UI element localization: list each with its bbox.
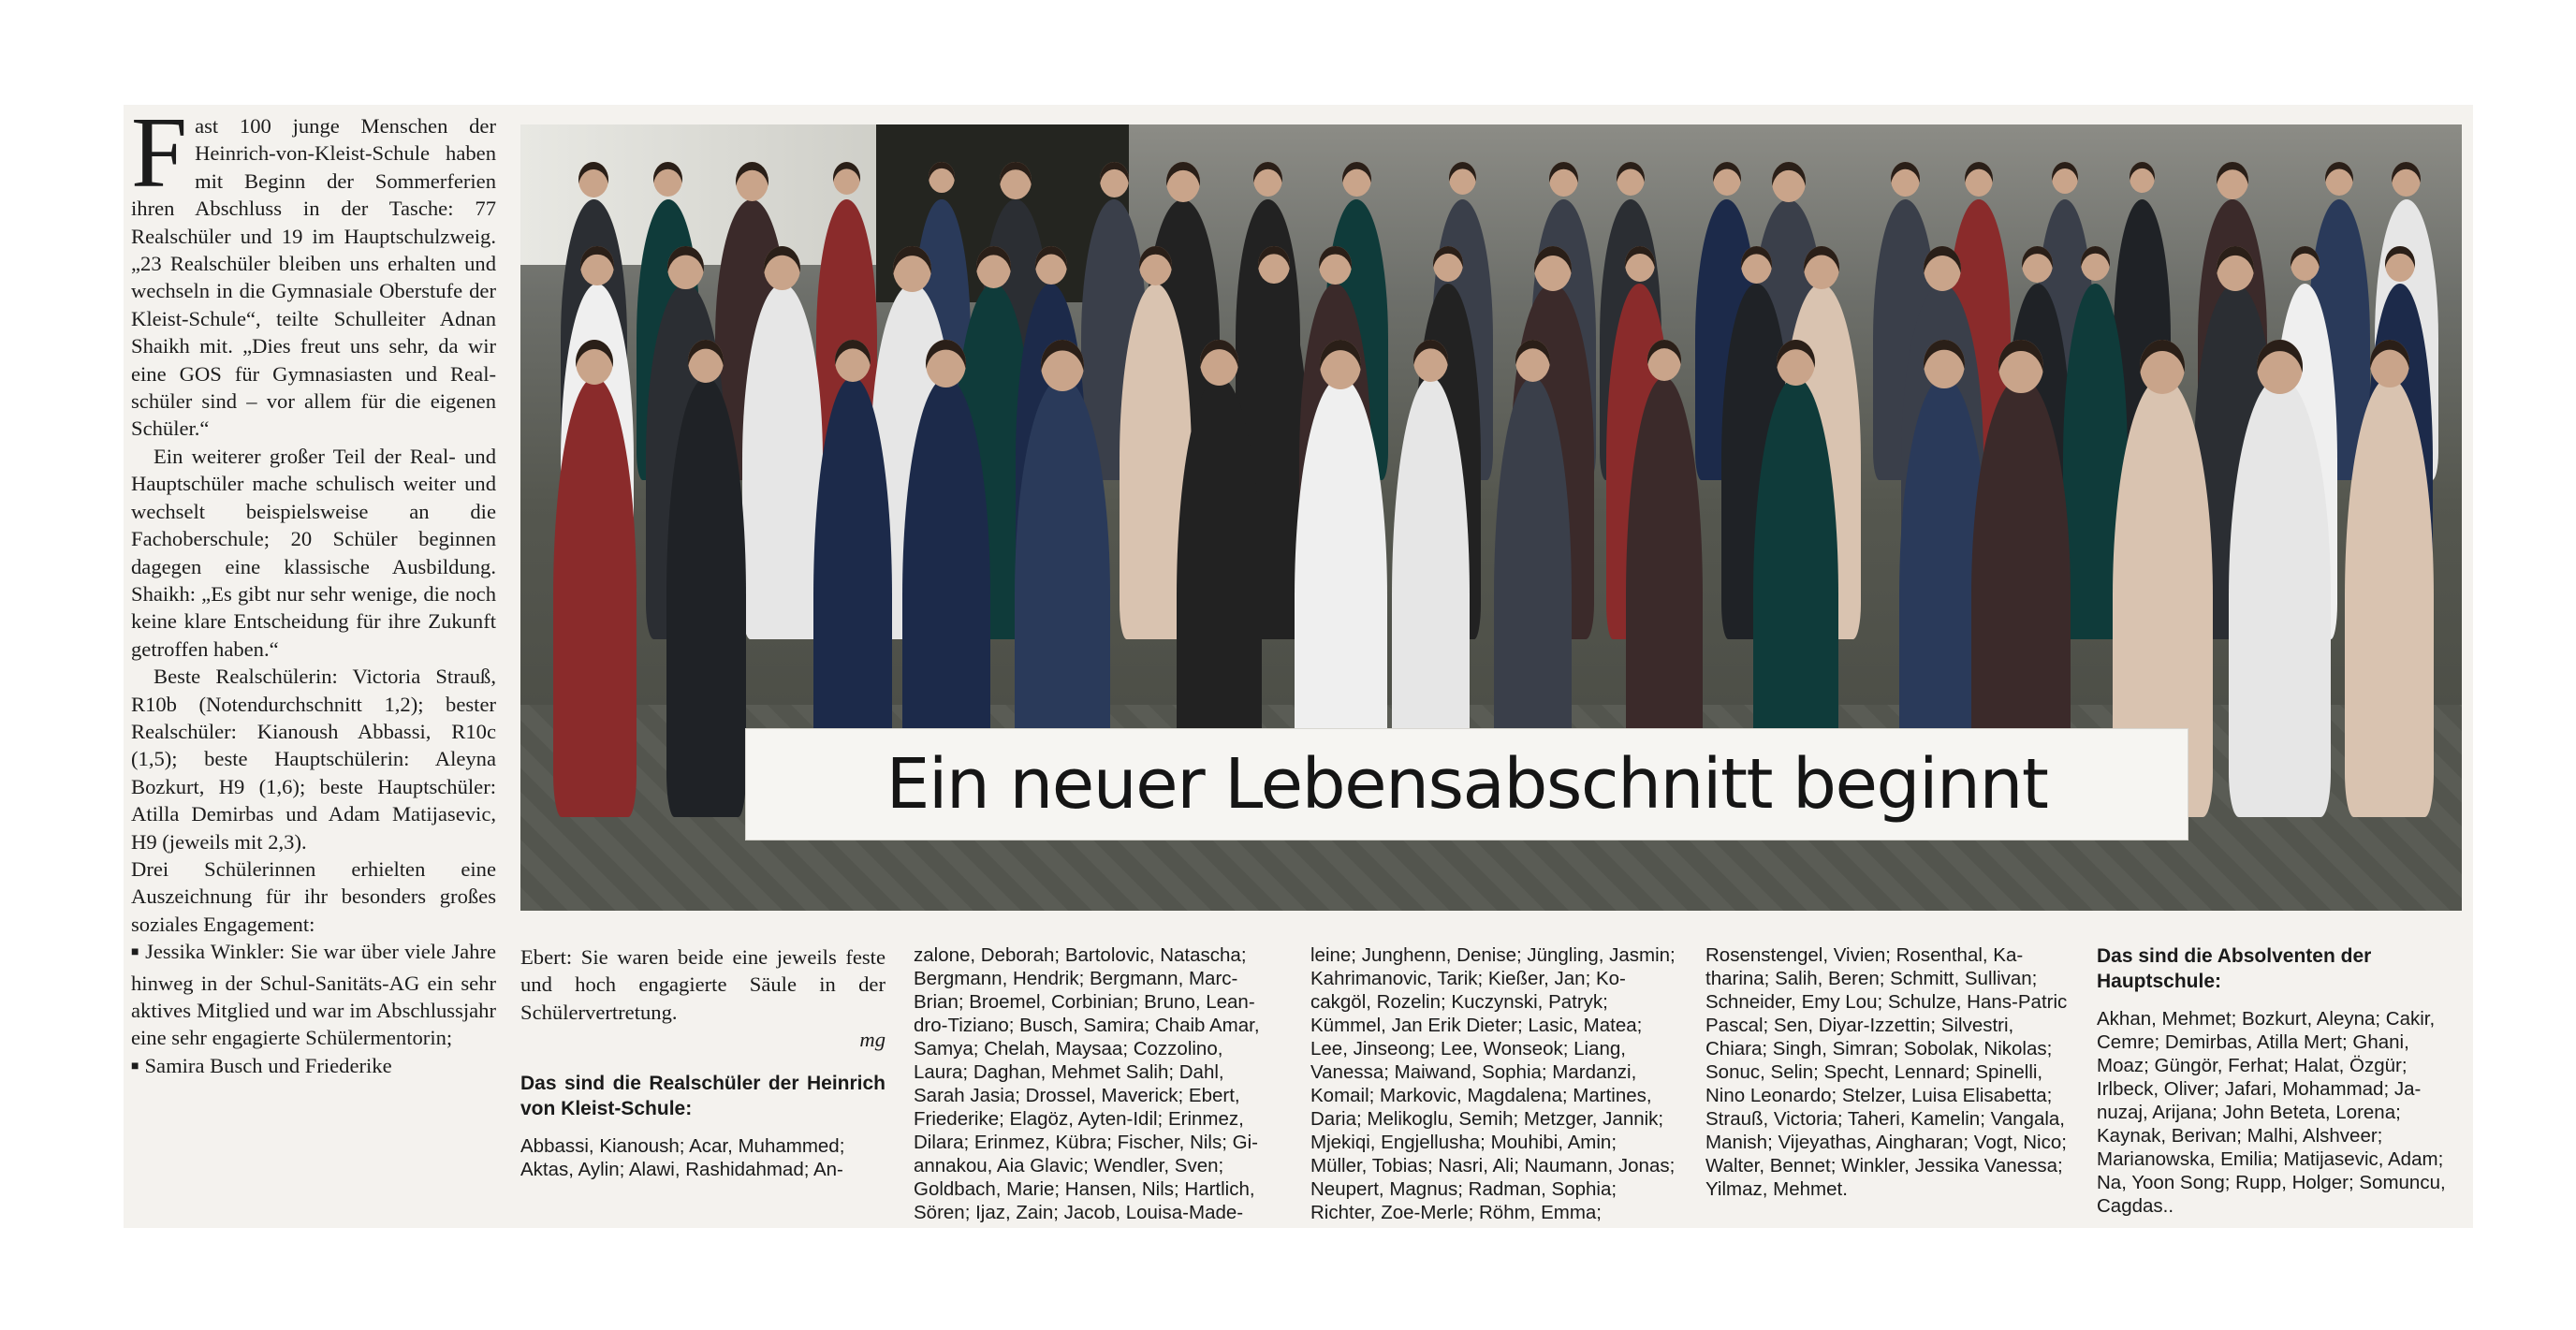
realschule-list-part2: zalone, Deborah; Bartolovic, Natascha; Bergmann, Hendrik; Bergmann, Marc-Brian; Broemel, Corbinian; Bruno, Leandro-Tiziano; Busch, Samira; Chaib Amar, Samya; Chelah, Maysaa; Cozzolino, Laura; Daghan, Mehmet Salih; Dahl, Sarah Jasia; Drossel, Maverick; Ebert, Friederike; Elagöz, Ayten-Idil; Erinmez, Dilara; Erinmez, Kübra; Fischer, Nils; Giannakou, Aia Glavic; Wendler, Sven; Goldbach, Marie; Hansen, Nils; Hartlich, Sören; Ijaz, Zain; Jacob, Louisa-Made- bbox=[914, 944, 1260, 1223]
person-head bbox=[1549, 162, 1578, 197]
person-head bbox=[1965, 162, 1994, 197]
hauptschule-block bbox=[2097, 943, 2462, 1218]
person-head bbox=[835, 340, 870, 382]
person-head bbox=[976, 246, 1012, 288]
drop-cap: F bbox=[131, 97, 188, 209]
person-head bbox=[764, 246, 800, 290]
person-head bbox=[1100, 162, 1129, 197]
person-head bbox=[2052, 162, 2078, 194]
person-head bbox=[667, 246, 704, 289]
person-head bbox=[1342, 162, 1371, 197]
person-head bbox=[2217, 246, 2254, 291]
person-figure bbox=[742, 284, 823, 639]
realschule-list-part3: leine; Junghenn, Denise; Jüngling, Jasmin; Kahrimanovic, Tarik; Kießer, Jan; Kocakgöl, Rozelin; Kuczynski, Patryk; Kümmel, Jan Erik Dieter; Lasic, Matea; Lee, Jinseong; Lee, Wonseok; Liang, Vanessa; Maiwand, Sophia; Mardanzi, Komail; Markovic, Magdalena; Martines, Daria; Melikoglu, Semih; Metzger, Jannik; Mjekiqi, Engjellusha; Mouhibi, Amin; Müller, Tobias; Nasri, Ali; Naumann, Jonas; Neupert, Magnus; Radman, Sophia; Richter, Zoe-Merle; Röhm, Emma; bbox=[1310, 944, 1676, 1223]
person-head bbox=[2022, 246, 2052, 283]
person-head bbox=[2217, 162, 2247, 199]
person-head bbox=[1000, 162, 1031, 199]
realschule-list-part1: Abbassi, Kianoush; Acar, Muhammed; Aktas, Aylin; Alawi, Rashidahmad; An- bbox=[520, 1134, 845, 1180]
person-head bbox=[1433, 246, 1463, 282]
lead-paragraph: Fast 100 junge Menschen der Heinrich-von-Kleist-Schule haben mit Beginn der Sommerferien ihren Abschluss in der Tasche: 77 Realschüler und 19 im Hauptschulzweig. „23 Realschüler bleiben uns erhalten und wechseln in die Gymnasiale Oberstufe der Kleist-Schule“, teilte Schulleiter Adnan Shaikh mit. „Dies freut uns sehr, da wir eine GOS für Gymnasiasten und Realschüler sind – vor allem für die eigenen Schüler.“ bbox=[131, 97, 496, 441]
person-head bbox=[2257, 340, 2303, 394]
person-head bbox=[2392, 162, 2421, 197]
person-head bbox=[1166, 162, 1200, 202]
article-continuation bbox=[520, 943, 886, 1181]
person-head bbox=[1617, 162, 1645, 196]
article-paragraph: Ein weiterer großer Teil der Real- und Hauptschüler mache schulisch weiter und wechselt beispielsweise an die Fachoberschule; 20 Schüler beginnen dagegen eine klassische Ausbildung. Shaikh: „Es gibt nur sehr wenige, die noch keine klare Entscheidung für ihre Zukunft getroffen haben.“ bbox=[131, 444, 496, 661]
person-head bbox=[2140, 340, 2185, 394]
person-head bbox=[1035, 246, 1067, 285]
photo-caption: Ein neuer Lebensabschnitt beginnt bbox=[886, 744, 2048, 825]
photo-caption-banner bbox=[745, 728, 2188, 840]
person-head bbox=[1319, 246, 1351, 285]
person-head bbox=[1891, 162, 1920, 197]
person-head bbox=[1253, 162, 1282, 197]
person-head bbox=[1924, 340, 1964, 388]
person-head bbox=[2325, 162, 2353, 196]
person-head bbox=[736, 162, 768, 201]
person-head bbox=[2385, 246, 2414, 282]
person-head bbox=[1777, 340, 1815, 386]
person-head bbox=[929, 162, 954, 193]
article-paragraph: Beste Realschülerin: Victoria Strauß, R10b (Notendurchschnitt 1,2); bester Realschüler: Kianoush Abbassi, R10c (1,5); beste Hauptschülerin: Aleyna Bozkurt, H9 (1,6); beste Hauptschüler: Atilla Demirbas und Adam Matijasevic, H9 (jeweils mit 2,3). bbox=[131, 665, 496, 854]
person-head bbox=[1413, 340, 1448, 382]
person-head bbox=[1625, 246, 1655, 282]
realschule-heading: Das sind die Realschüler der Heinrich von Kleist-Schule: bbox=[520, 1072, 886, 1119]
realschule-list-part4: Rosenstengel, Vivien; Rosenthal, Katharina; Salih, Beren; Schmitt, Sullivan; Schneider, Emy Lou; Schulze, Hans-Patric Pascal; Sen, Diyar-Izzettin; Silvestri, Chiara; Singh, Simran; Sobolak, Nikolas; Sonuc, Selin; Specht, Lennard; Spinelli, Nino Leonardo; Stelzer, Luisa Elisabetta; Strauß, Victoria; Taheri, Kamelin; Vangala, Manish; Vijeyathas, Aingharan; Vogt, Nico; Walter, Bennet; Winkler, Jessika Vanessa; Yilmaz, Mehmet. bbox=[1705, 944, 2068, 1200]
hauptschule-list: Akhan, Mehmet; Bozkurt, Aleyna; Cakir, Cemre; Demirbas, Atilla Mert; Ghani, Moaz; Güngör, Ferhat; Halat, Özgür; Irlbeck, Oliver; Jafari, Mohammad; Januzaj, Arijana; John Beteta, Lorena; Kaynak, Berivan; Malhi, Alshveer; Marianowska, Emilia; Matijasevic, Adam; Na, Yoon Song; Rupp, Holger; Somuncu, Cagdas.. bbox=[2097, 1008, 2446, 1217]
person-head bbox=[1804, 246, 1839, 289]
person-head bbox=[2130, 162, 2156, 193]
person-head bbox=[1515, 340, 1550, 382]
person-head bbox=[2370, 340, 2410, 387]
person-head bbox=[2081, 246, 2110, 281]
person-head bbox=[926, 340, 965, 387]
person-figure bbox=[553, 377, 637, 817]
person-head bbox=[1713, 162, 1741, 196]
person-figure bbox=[2345, 377, 2434, 817]
person-head bbox=[1139, 246, 1172, 285]
person-figure bbox=[2229, 377, 2330, 817]
author-signature: mg bbox=[859, 1028, 886, 1052]
person-head bbox=[1924, 246, 1961, 291]
article-body bbox=[131, 97, 496, 1083]
person-head bbox=[893, 246, 931, 292]
person-head bbox=[1647, 340, 1682, 381]
article-paragraph: Drei Schülerinnen erhielten eine Auszeichnung für ihr besonders großes soziales Engagement: bbox=[131, 856, 496, 936]
person-head bbox=[1200, 340, 1238, 386]
group-photo bbox=[520, 124, 2462, 911]
bullet-item: ■ Samira Busch und Friederike bbox=[131, 1052, 496, 1083]
bullet-item: ■ Jessika Winkler: Sie war über viele Jahre hinweg in der Schul-Sanitäts-AG ein sehr aktives Mitglied und war im Abschlussjahr eine sehr engagierte Schülermentorin; bbox=[131, 938, 496, 1052]
person-figure bbox=[666, 377, 746, 817]
person-head bbox=[1449, 162, 1476, 195]
person-head bbox=[1534, 246, 1572, 291]
continuation-text: Ebert: Sie waren beide eine jeweils feste und hoch engagierte Säule in der Schülervertretung. bbox=[520, 945, 886, 1024]
person-head bbox=[1041, 340, 1084, 391]
person-head bbox=[1258, 246, 1289, 284]
person-head bbox=[1772, 162, 1806, 202]
person-head bbox=[580, 246, 613, 285]
hauptschule-heading: Das sind die Absolventen der Hauptschule: bbox=[2097, 945, 2372, 992]
